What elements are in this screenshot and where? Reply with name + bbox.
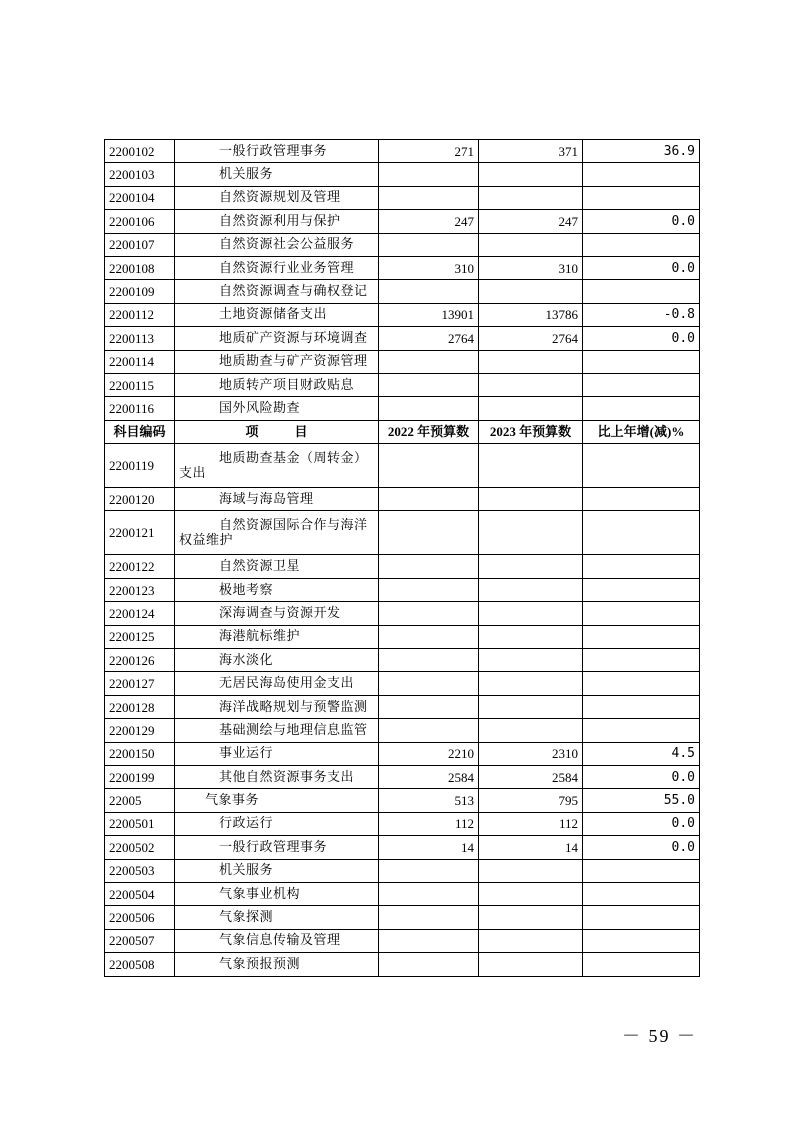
table-row: [105, 280, 700, 303]
budget-2023-cell: [479, 906, 583, 929]
code-cell: 2200114: [105, 350, 175, 373]
table-header-row: [105, 420, 700, 443]
change-percent-cell: [583, 672, 700, 695]
change-percent-cell: [583, 511, 700, 555]
budget-2022-cell: 112: [379, 812, 479, 835]
budget-2023-cell: [479, 953, 583, 976]
item-cell: 自然资源卫星: [175, 555, 379, 578]
change-percent-cell: [583, 602, 700, 625]
budget-2022-cell: 247: [379, 210, 479, 233]
budget-2023-cell: 2584: [479, 765, 583, 788]
table-row: [105, 649, 700, 672]
budget-2023-cell: [479, 672, 583, 695]
header-change-percent: 比上年增(减)%: [583, 420, 700, 443]
table-row: [105, 511, 700, 555]
budget-2022-cell: 513: [379, 789, 479, 812]
item-cell: 一般行政管理事务: [175, 140, 379, 163]
item-cell: 机关服务: [175, 163, 379, 186]
code-cell: 2200129: [105, 719, 175, 742]
item-cell: 气象信息传输及管理: [175, 929, 379, 952]
budget-2022-cell: [379, 350, 479, 373]
table-row: [105, 929, 700, 952]
code-cell: 2200109: [105, 280, 175, 303]
change-percent-cell: 0.0: [583, 765, 700, 788]
change-percent-cell: [583, 649, 700, 672]
code-cell: 2200501: [105, 812, 175, 835]
code-cell: 2200199: [105, 765, 175, 788]
budget-2022-cell: [379, 397, 479, 420]
budget-2023-cell: [479, 163, 583, 186]
budget-2023-cell: [479, 511, 583, 555]
budget-2023-cell: [479, 444, 583, 488]
change-percent-cell: -0.8: [583, 303, 700, 326]
change-percent-cell: [583, 906, 700, 929]
budget-2023-cell: [479, 555, 583, 578]
item-cell: 海域与海岛管理: [175, 488, 379, 511]
code-cell: 2200127: [105, 672, 175, 695]
item-cell: 行政运行: [175, 812, 379, 835]
code-cell: 2200102: [105, 140, 175, 163]
budget-2023-cell: 2310: [479, 742, 583, 765]
budget-2022-cell: [379, 649, 479, 672]
budget-2023-cell: 112: [479, 812, 583, 835]
item-cell: 土地资源储备支出: [175, 303, 379, 326]
table-row: [105, 578, 700, 601]
header-2022-budget: 2022 年预算数: [379, 420, 479, 443]
item-cell: 海洋战略规划与预警监测: [175, 695, 379, 718]
budget-2022-cell: [379, 625, 479, 648]
item-cell: 气象探测: [175, 906, 379, 929]
code-cell: 2200104: [105, 186, 175, 209]
budget-2023-cell: 14: [479, 836, 583, 859]
code-cell: 2200126: [105, 649, 175, 672]
table-row: [105, 882, 700, 905]
code-cell: 2200121: [105, 511, 175, 555]
item-cell: 其他自然资源事务支出: [175, 765, 379, 788]
table-row: [105, 812, 700, 835]
code-cell: 2200507: [105, 929, 175, 952]
code-cell: 2200113: [105, 327, 175, 350]
code-cell: 2200128: [105, 695, 175, 718]
code-cell: 2200123: [105, 578, 175, 601]
code-cell: 2200502: [105, 836, 175, 859]
budget-2022-cell: [379, 882, 479, 905]
code-cell: 22005: [105, 789, 175, 812]
budget-2023-cell: [479, 625, 583, 648]
budget-2022-cell: [379, 233, 479, 256]
header-2023-budget: 2023 年预算数: [479, 420, 583, 443]
budget-2022-cell: 14: [379, 836, 479, 859]
budget-2023-cell: [479, 578, 583, 601]
code-cell: 2200116: [105, 397, 175, 420]
budget-2023-cell: 2764: [479, 327, 583, 350]
item-cell: 自然资源国际合作与海洋权益维护: [175, 511, 379, 555]
table-row: [105, 350, 700, 373]
change-percent-cell: [583, 233, 700, 256]
change-percent-cell: 36.9: [583, 140, 700, 163]
item-cell: 自然资源规划及管理: [175, 186, 379, 209]
budget-2023-cell: 371: [479, 140, 583, 163]
change-percent-cell: [583, 555, 700, 578]
budget-2022-cell: [379, 859, 479, 882]
change-percent-cell: [583, 929, 700, 952]
table-row: [105, 555, 700, 578]
code-cell: 2200108: [105, 256, 175, 279]
change-percent-cell: 0.0: [583, 836, 700, 859]
code-cell: 2200508: [105, 953, 175, 976]
table-row: [105, 859, 700, 882]
budget-2023-cell: [479, 929, 583, 952]
budget-2022-cell: [379, 373, 479, 396]
budget-2023-cell: [479, 350, 583, 373]
code-cell: 2200119: [105, 444, 175, 488]
budget-2022-cell: [379, 719, 479, 742]
item-cell: 气象事务: [175, 789, 379, 812]
table-row: [105, 695, 700, 718]
table-row: [105, 210, 700, 233]
budget-2022-cell: [379, 555, 479, 578]
budget-2023-cell: [479, 882, 583, 905]
budget-2023-cell: [479, 397, 583, 420]
budget-2022-cell: 2584: [379, 765, 479, 788]
budget-2022-cell: [379, 511, 479, 555]
item-cell: 机关服务: [175, 859, 379, 882]
item-cell: 自然资源利用与保护: [175, 210, 379, 233]
budget-2023-cell: 795: [479, 789, 583, 812]
table-row: [105, 625, 700, 648]
header-code: 科目编码: [105, 420, 175, 443]
table-row: [105, 397, 700, 420]
change-percent-cell: [583, 163, 700, 186]
item-cell: 自然资源行业业务管理: [175, 256, 379, 279]
budget-2022-cell: [379, 578, 479, 601]
item-cell: 地质转产项目财政贴息: [175, 373, 379, 396]
header-item-char-1: 项: [245, 424, 259, 440]
budget-2022-cell: [379, 488, 479, 511]
budget-2022-cell: [379, 906, 479, 929]
change-percent-cell: [583, 444, 700, 488]
item-cell: 深海调查与资源开发: [175, 602, 379, 625]
change-percent-cell: 0.0: [583, 256, 700, 279]
change-percent-cell: [583, 859, 700, 882]
change-percent-cell: 0.0: [583, 327, 700, 350]
item-cell: 事业运行: [175, 742, 379, 765]
budget-2022-cell: [379, 163, 479, 186]
code-cell: 2200112: [105, 303, 175, 326]
change-percent-cell: [583, 578, 700, 601]
page-number: － 59 －: [622, 1026, 697, 1046]
code-cell: 2200150: [105, 742, 175, 765]
budget-2023-cell: [479, 488, 583, 511]
budget-2022-cell: [379, 186, 479, 209]
code-cell: 2200125: [105, 625, 175, 648]
change-percent-cell: [583, 373, 700, 396]
code-cell: 2200506: [105, 906, 175, 929]
change-percent-cell: 4.5: [583, 742, 700, 765]
change-percent-cell: [583, 397, 700, 420]
code-cell: 2200504: [105, 882, 175, 905]
budget-2023-cell: 310: [479, 256, 583, 279]
item-cell: 自然资源调查与确权登记: [175, 280, 379, 303]
table-row: [105, 163, 700, 186]
table-row: [105, 602, 700, 625]
budget-2022-cell: 2210: [379, 742, 479, 765]
item-cell: 地质勘查基金（周转金）支出: [175, 444, 379, 488]
code-cell: 2200120: [105, 488, 175, 511]
table-row: [105, 742, 700, 765]
budget-2023-cell: [479, 373, 583, 396]
change-percent-cell: [583, 280, 700, 303]
item-cell: 气象事业机构: [175, 882, 379, 905]
change-percent-cell: [583, 882, 700, 905]
change-percent-cell: [583, 488, 700, 511]
budget-2022-cell: 2764: [379, 327, 479, 350]
table-row: [105, 444, 700, 488]
table-row: [105, 488, 700, 511]
budget-2023-cell: [479, 649, 583, 672]
budget-2022-cell: [379, 672, 479, 695]
item-cell: 气象预报预测: [175, 953, 379, 976]
code-cell: 2200106: [105, 210, 175, 233]
change-percent-cell: [583, 695, 700, 718]
budget-2022-cell: 271: [379, 140, 479, 163]
budget-2023-cell: 13786: [479, 303, 583, 326]
code-cell: 2200124: [105, 602, 175, 625]
table-row: [105, 327, 700, 350]
budget-2022-cell: 13901: [379, 303, 479, 326]
header-item: [175, 420, 379, 443]
code-cell: 2200103: [105, 163, 175, 186]
item-cell: 一般行政管理事务: [175, 836, 379, 859]
item-cell: 地质矿产资源与环境调查: [175, 327, 379, 350]
table-row: [105, 672, 700, 695]
budget-2023-cell: [479, 602, 583, 625]
item-cell: 极地考察: [175, 578, 379, 601]
item-cell: 海港航标维护: [175, 625, 379, 648]
budget-table: [104, 139, 700, 977]
table-row: [105, 256, 700, 279]
item-cell: 地质勘查与矿产资源管理: [175, 350, 379, 373]
table-row: [105, 906, 700, 929]
table-row: [105, 765, 700, 788]
budget-2022-cell: [379, 444, 479, 488]
table-row: [105, 719, 700, 742]
header-item-char-2: 目: [294, 424, 308, 440]
change-percent-cell: [583, 953, 700, 976]
item-cell: 海水淡化: [175, 649, 379, 672]
budget-2022-cell: [379, 695, 479, 718]
table-row: [105, 373, 700, 396]
code-cell: 2200122: [105, 555, 175, 578]
change-percent-cell: [583, 186, 700, 209]
table-row: [105, 233, 700, 256]
item-cell: 国外风险勘查: [175, 397, 379, 420]
budget-2023-cell: [479, 859, 583, 882]
change-percent-cell: 0.0: [583, 812, 700, 835]
code-cell: 2200107: [105, 233, 175, 256]
table-row: [105, 836, 700, 859]
code-cell: 2200115: [105, 373, 175, 396]
budget-2022-cell: [379, 929, 479, 952]
budget-2023-cell: [479, 280, 583, 303]
item-cell: 基础测绘与地理信息监管: [175, 719, 379, 742]
budget-2022-cell: [379, 953, 479, 976]
item-cell: 自然资源社会公益服务: [175, 233, 379, 256]
table-row: [105, 186, 700, 209]
budget-2023-cell: [479, 233, 583, 256]
budget-2023-cell: [479, 695, 583, 718]
budget-2022-cell: 310: [379, 256, 479, 279]
table-row: [105, 953, 700, 976]
budget-2023-cell: [479, 186, 583, 209]
table-row: [105, 140, 700, 163]
change-percent-cell: [583, 719, 700, 742]
budget-2022-cell: [379, 602, 479, 625]
item-cell: 无居民海岛使用金支出: [175, 672, 379, 695]
change-percent-cell: 0.0: [583, 210, 700, 233]
budget-2023-cell: [479, 719, 583, 742]
budget-2022-cell: [379, 280, 479, 303]
code-cell: 2200503: [105, 859, 175, 882]
table-row: [105, 789, 700, 812]
table-row: [105, 303, 700, 326]
change-percent-cell: 55.0: [583, 789, 700, 812]
change-percent-cell: [583, 350, 700, 373]
change-percent-cell: [583, 625, 700, 648]
budget-2023-cell: 247: [479, 210, 583, 233]
